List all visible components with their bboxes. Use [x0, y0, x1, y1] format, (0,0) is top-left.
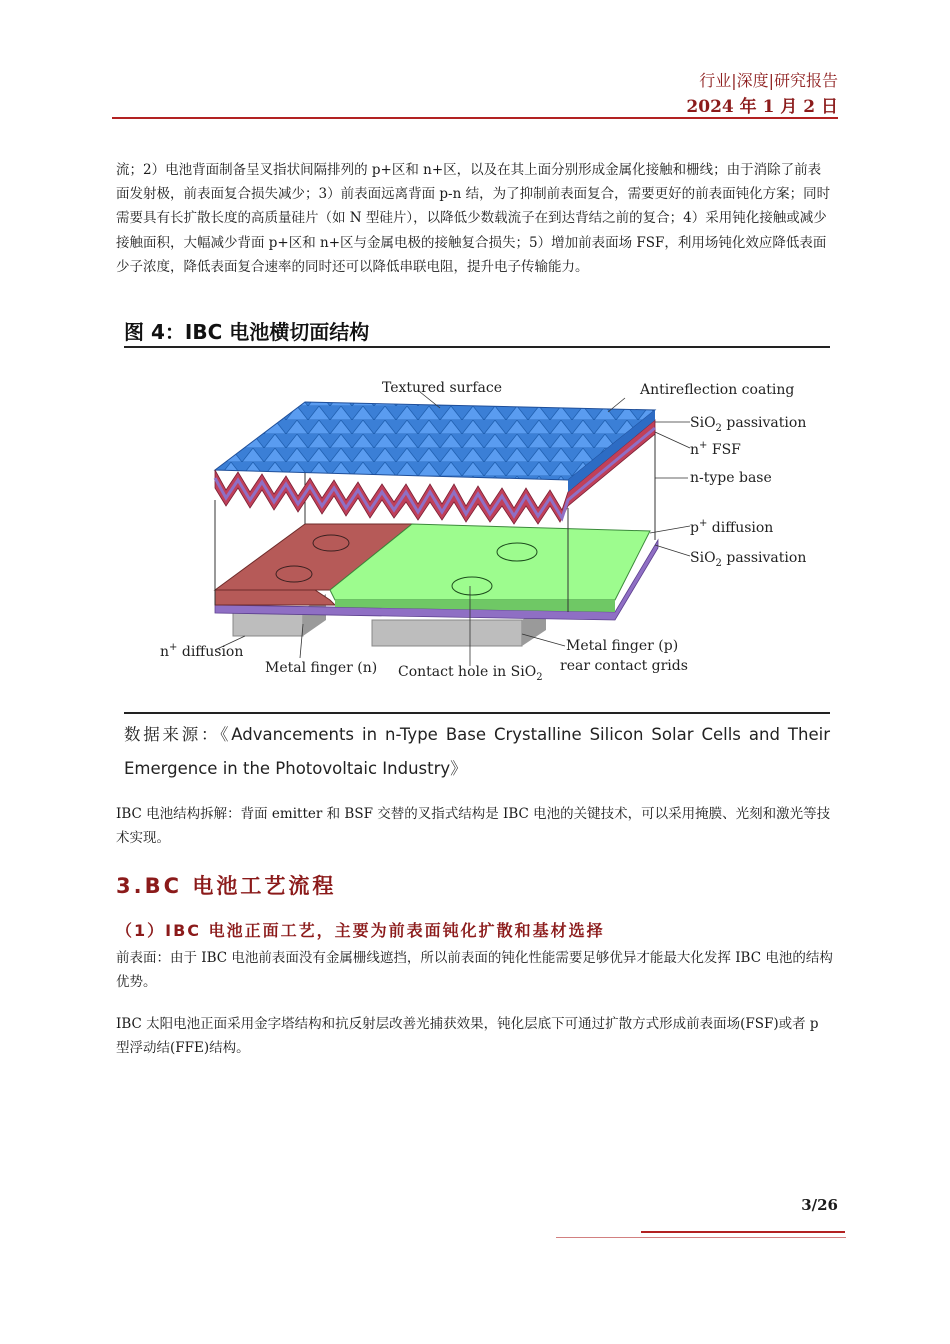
rear-structure: [215, 524, 658, 646]
label-metal-finger-n: Metal finger (n): [265, 660, 378, 676]
label-sio2-top: SiO$_2$ passivation: [690, 415, 807, 434]
label-textured-surface: Textured surface: [382, 380, 503, 396]
label-n-diffusion: n+ diffusion: [160, 642, 244, 660]
figure-explanation: IBC 电池结构拆解：背面 emitter 和 BSF 交替的叉指式结构是 IBC 电池的关键技术，可以采用掩膜、光刻和激光等技术实现。: [116, 806, 831, 847]
footer-rule: [641, 1231, 845, 1233]
footer-rule-thin: [556, 1237, 846, 1238]
ibc-cross-section-diagram: [0, 350, 950, 730]
page-number: 3/26: [801, 1196, 838, 1214]
intro-paragraph: 流；2）电池背面制备呈叉指状间隔排列的 p+区和 n+区，以及在其上面分别形成金属化接触和栅线；由于消除了前表面发射极，前表面复合损失减少；3）前表面远离背面 p-n 结，为了抑制前表面复合，需要更好的前表面钝化方案；同时需要具有长扩散长度的高质量硅片（如 N 型硅片），以降低少数载流子在到达背结之前的复合；4）采用钝化接触或减少接触面积，大幅减少背面 p+区和 n+区与金属电极的接触复合损失；5）增加前表面场 FSF，利用场钝化效应降低表面少子浓度，降低表面复合速率的同时还可以降低串联电阻，提升电子传输能力。: [116, 162, 831, 275]
metal-finger-p: [372, 620, 522, 646]
label-antireflection: Antireflection coating: [640, 382, 795, 398]
subsection-heading: （1）IBC 电池正面工艺，主要为前表面钝化扩散和基材选择: [116, 921, 605, 940]
header-divider: [112, 117, 838, 119]
figure-bottom-rule: [124, 712, 830, 714]
ibc-front-paragraph: IBC 太阳电池正面采用金字塔结构和抗反射层改善光捕获效果，钝化层底下可通过扩散方式形成前表面场(FSF)或者 p 型浮动结(FFE)结构。: [116, 1016, 819, 1057]
label-sio2-bottom: SiO$_2$ passivation: [690, 550, 807, 569]
label-metal-finger-p: Metal finger (p): [566, 638, 679, 654]
label-p-diffusion: p+ diffusion: [690, 518, 774, 536]
textured-front-surface: [215, 402, 655, 524]
section-heading: 3.BC 电池工艺流程: [116, 874, 337, 898]
header-date: 2024 年 1 月 2 日: [686, 97, 838, 117]
figure-source: 数据来源：《Advancements in n-Type Base Crystalline Silicon Solar Cells and Their Emergence in the Photovoltaic Industry》: [124, 725, 830, 778]
n-diffusion-region: [215, 590, 335, 605]
front-surface-paragraph: 前表面：由于 IBC 电池前表面没有金属栅线遮挡，所以前表面的钝化性能需要足够优异才能最大化发挥 IBC 电池的结构优势。: [116, 950, 833, 991]
figure-title: 图 4：IBC 电池横切面结构: [124, 320, 370, 344]
label-n-fsf: n+ FSF: [690, 440, 741, 458]
header-tag: 行业|深度|研究报告: [699, 71, 838, 90]
label-rear-contact-grids: rear contact grids: [560, 658, 688, 674]
label-n-type-base: n-type base: [690, 470, 772, 486]
label-contact-hole: Contact hole in SiO$_2$: [398, 664, 543, 683]
figure-top-rule: [124, 346, 830, 348]
